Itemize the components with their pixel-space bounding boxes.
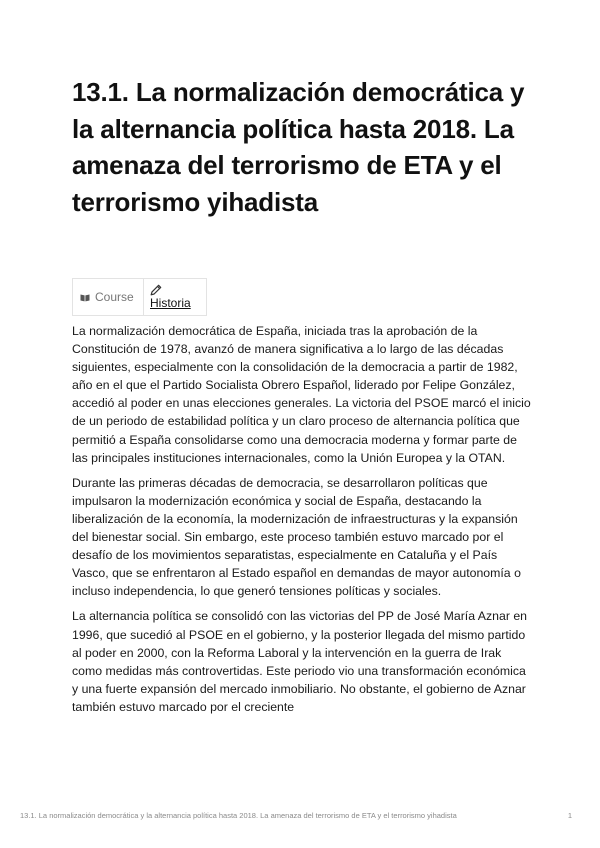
page-title: 13.1. La normalización democrática y la alternancia política hasta 2018. La amenaza del terrorismo de ETA y el terrorismo yihadista xyxy=(72,77,525,217)
subject-link[interactable]: Historia xyxy=(150,296,191,310)
paragraph: La alternancia política se consolidó con las victorias del PP de José María Aznar en 1996, que sucedió al PSOE en el gobierno, y la posterior llegada del mismo partido al poder en 2000, con la Reforma Laboral y la intervención en la guerra de Irak como medidas más controvertidas. Este periodo vio una transformación económica y una fuerte expansión del mercado inmobiliario. No obstante, el gobierno de Aznar también estuvo marcado por el creciente xyxy=(72,609,528,714)
page-footer xyxy=(20,811,572,820)
page-number: 1 xyxy=(567,811,572,820)
document-meta-table xyxy=(72,278,207,316)
course-label: Course xyxy=(95,290,134,304)
footer-running-title: 13.1. La normalización democrática y la alternancia política hasta 2018. La amenaza del terrorismo de ETA y el terrorismo yihadista xyxy=(20,811,457,820)
paragraph: La normalización democrática de España, iniciada tras la aprobación de la Constitución de 1978, avanzó de manera significativa a lo largo de las décadas siguientes, especialmente con la consolidación de la democracia a partir de 1982, año en el que el Partido Socialista Obrero Español, liderado por Felipe González, accedió al poder en unas elecciones generales. La victoria del PSOE marcó el inicio de un periodo de estabilidad política y un claro proceso de alternancia política que permitió a España consolidarse como una democracia moderna y formar parte de las principales instituciones internacionales, como la Unión Europea y la OTAN. xyxy=(72,324,531,465)
article-body xyxy=(72,322,532,723)
pencil-icon xyxy=(150,284,162,296)
paragraph: Durante las primeras décadas de democracia, se desarrollaron políticas que impulsaron la modernización económica y social de España, destacando la liberalización de la economía, la modernización de infraestructuras y la expansión del bienestar social. Sin embargo, este proceso también estuvo marcado por el desafío de los movimientos separatistas, especialmente en Cataluña y el País Vasco, que se enfrentaron al Estado español en demandas de mayor autonomía o incluso independencia, lo que generó tensiones políticas y sociales. xyxy=(72,475,521,599)
course-cell xyxy=(73,279,144,315)
book-icon xyxy=(80,293,90,302)
subject-cell xyxy=(144,279,206,315)
